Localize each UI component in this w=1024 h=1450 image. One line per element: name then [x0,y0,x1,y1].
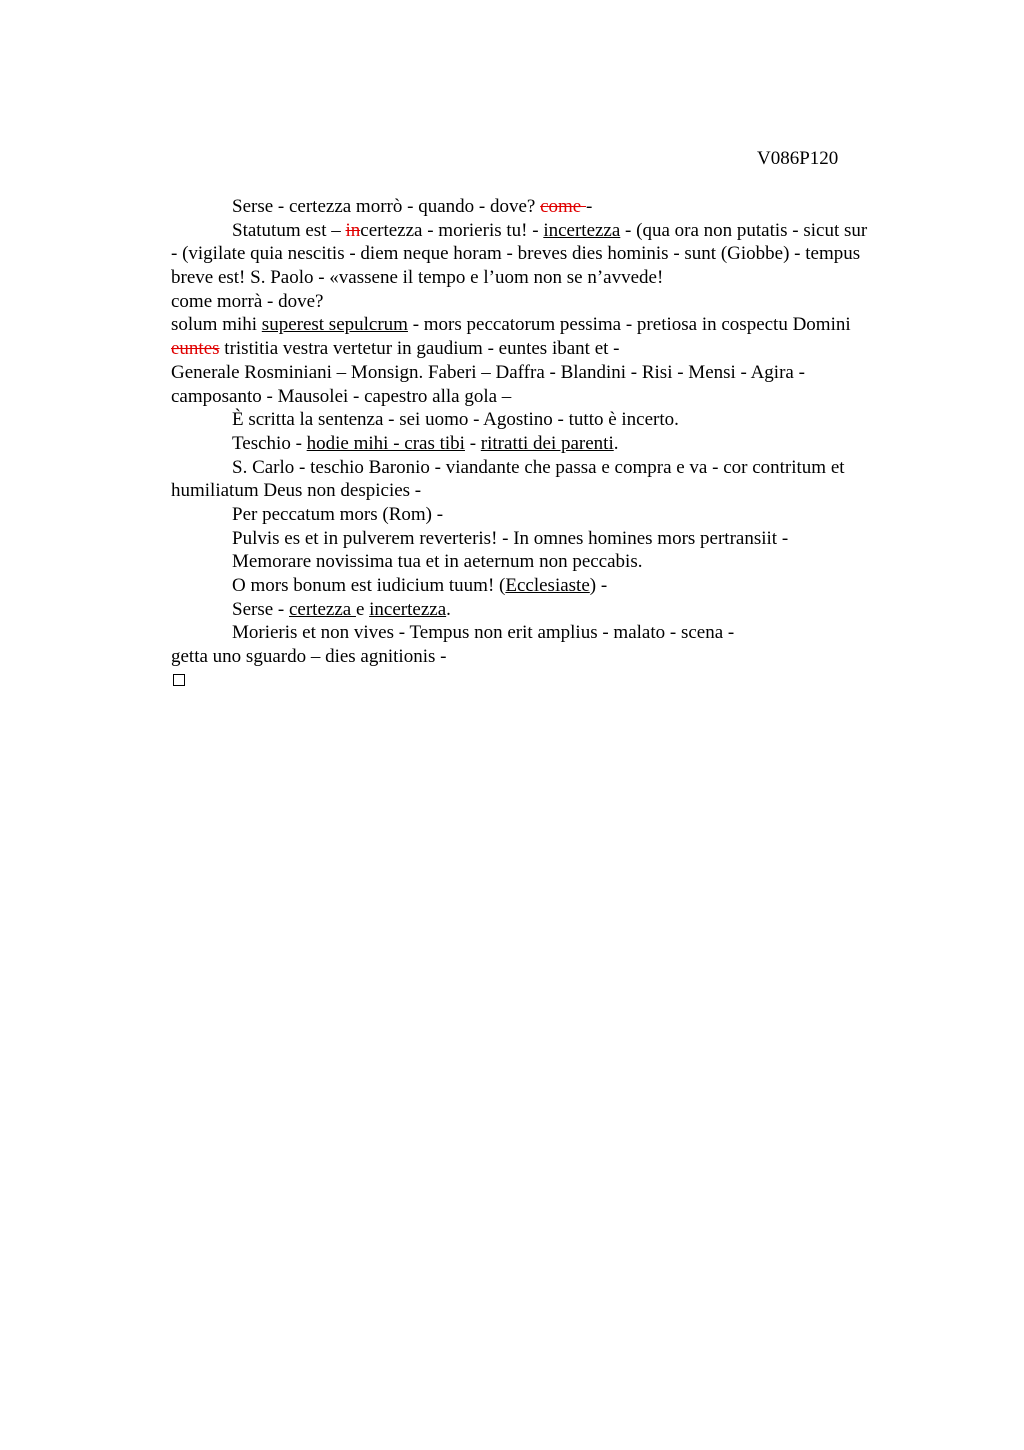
text-segment: S. Carlo - teschio Baronio - viandante che passa e compra e va - cor contritum et [232,456,845,478]
text-segment: - (vigilate quia nescitis - diem neque horam - breves dies hominis - sunt (Giobbe) - tempus [171,243,861,265]
text-line [171,574,931,598]
underlined-text: ritratti dei parenti [480,432,614,454]
text-segment: breve est! S. Paolo - «vassene il tempo e l’uom non se n’avvede! [171,267,664,289]
text-segment: e [355,598,370,620]
text-line [171,456,931,480]
text-segment: tristitia vestra vertetur in gaudium - euntes ibant et - [219,338,620,360]
underlined-text: incertezza [369,598,447,620]
text-line [171,361,931,385]
underlined-text: incertezza [543,219,621,241]
text-segment: È scritta la sentenza - sei uomo - Agostino - tutto è incerto. [232,409,679,431]
text-segment: Pulvis es et in pulverem reverteris! - In omnes homines mors pertransiit - [232,527,789,549]
text-segment: - (qua ora non putatis - sicut sur [620,219,868,241]
text-segment: Per peccatum mors (Rom) - [232,503,444,525]
text-line [171,527,931,551]
text-segment: Statutum est – [232,219,346,241]
text-line [171,385,931,409]
underlined-text: hodie mihi - cras tibi [306,432,465,454]
text-line [171,408,931,432]
text-segment: solum mihi [171,314,262,336]
underlined-text: certezza [288,598,356,620]
text-segment: come morrà - dove? [171,290,324,312]
text-line [171,266,931,290]
text-line [171,432,931,456]
text-line [171,503,931,527]
deleted-text: euntes [171,338,220,360]
text-segment: humiliatum Deus non despicies - [171,480,422,502]
text-line [171,337,931,361]
text-line [171,242,931,266]
text-line [171,290,931,314]
text-segment: - [464,432,481,454]
text-segment: Memorare novissima tua et in aeternum non peccabis. [232,551,643,573]
text-line [171,313,931,337]
text-segment: . [446,598,451,620]
text-segment: certezza - morieris tu! - [360,219,544,241]
underlined-text: Ecclesiaste [505,575,590,596]
text-segment: getta uno sguardo – dies agnitionis - [171,646,447,668]
text-line [171,621,931,645]
text-line [171,550,931,574]
text-segment: Serse - [232,598,289,620]
text-segment: O mors bonum est iudicium tuum! ( [232,575,506,596]
page-identifier: V086P120 [757,148,839,169]
text-segment: ) - [589,575,608,596]
text-line [171,669,931,693]
text-segment: camposanto - Mausolei - capestro alla gola – [171,385,512,407]
underlined-text: superest sepulcrum [261,314,408,336]
text-segment: Morieris et non vives - Tempus non erit amplius - malato - scena - [232,622,735,644]
text-segment: Teschio - [232,432,307,454]
text-line [171,479,931,503]
text-segment: - mors peccatorum pessima - pretiosa in cospectu Domini [407,314,851,336]
text-line [171,645,931,669]
text-segment: - [585,196,593,217]
text-segment: . [613,432,619,454]
text-segment: Generale Rosminiani – Monsign. Faberi – Daffra - Blandini - Risi - Mensi - Agira - [171,361,805,383]
text-line [171,598,931,622]
empty-box-icon [173,674,185,686]
deleted-text: come [540,196,586,217]
manuscript-text [171,195,931,692]
text-segment: Serse - certezza morrò - quando - dove? [232,196,541,217]
text-line [171,219,931,243]
text-line [171,195,931,219]
deleted-text: in [345,219,361,241]
